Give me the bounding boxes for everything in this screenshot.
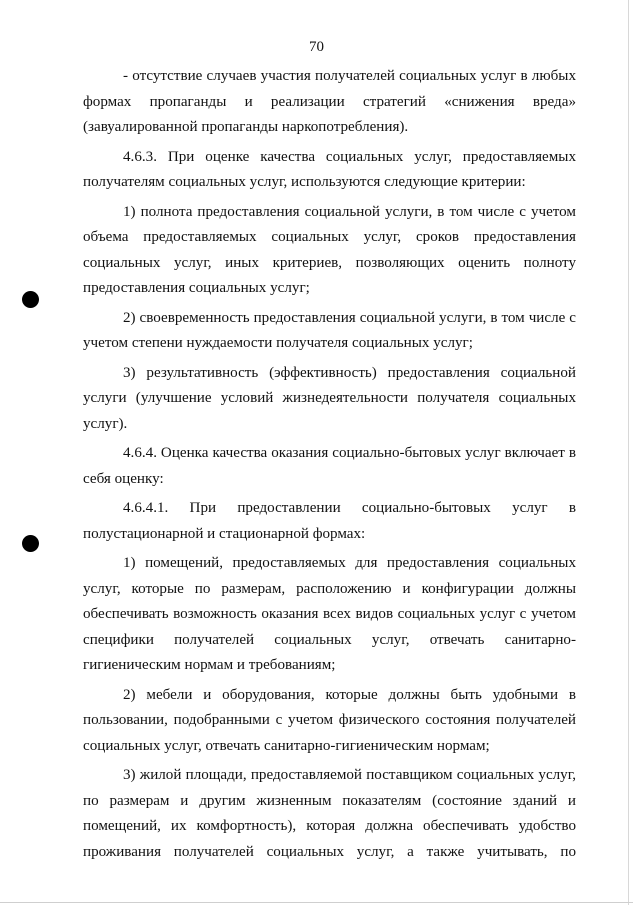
text-line: социальных услуг, отвечать санитарно-гигиеническим нормам; bbox=[83, 737, 490, 754]
paragraph bbox=[83, 306, 576, 357]
paragraph bbox=[83, 145, 576, 196]
text-line: 4.6.4. Оценка качества оказания социально-бытовых услуг включает в bbox=[123, 445, 576, 461]
text-line: 1) полнота предоставления социальной услуги, в том числе с учетом bbox=[123, 203, 576, 220]
punch-hole-bottom bbox=[22, 535, 39, 552]
text-line: себя оценку: bbox=[83, 470, 164, 487]
text-line: услуг, которые по размерам, расположению и конфигурации должны bbox=[83, 580, 576, 597]
text-line: социальных услуг, иных критериев, позволяющих оценить полноту bbox=[83, 254, 576, 271]
text-line: 3) результативность (эффективность) предоставления социальной bbox=[123, 364, 576, 381]
text-line: - отсутствие случаев участия получателей социальных услуг в любых bbox=[123, 68, 576, 84]
document-body bbox=[83, 64, 576, 865]
paragraph bbox=[83, 496, 576, 547]
text-line: формах пропаганды и реализации стратегий «снижения вреда» bbox=[83, 93, 576, 110]
paragraph bbox=[83, 683, 576, 760]
text-line: (завуалированной пропаганды наркопотребления). bbox=[83, 119, 409, 135]
text-line: помещений, их комфортность), которая должна обеспечивать удобство bbox=[83, 818, 576, 834]
punch-hole-top bbox=[22, 291, 39, 308]
paragraph bbox=[83, 64, 576, 141]
paragraph bbox=[83, 200, 576, 302]
text-line: 2) мебели и оборудования, которые должны быть удобными в bbox=[123, 686, 576, 703]
scan-edge-line bbox=[628, 0, 629, 905]
text-line: обеспечивать возможность оказания всех видов социальных услуг с учетом bbox=[83, 606, 576, 622]
text-line: проживания получателей социальных услуг, а также учитывать, по bbox=[83, 843, 576, 860]
text-line: учетом степени нуждаемости получателя социальных услуг; bbox=[83, 335, 473, 351]
text-line: услуг). bbox=[83, 415, 128, 432]
text-line: предоставления социальных услуг; bbox=[83, 280, 310, 296]
paragraph bbox=[83, 361, 576, 438]
paragraph bbox=[83, 763, 576, 865]
scan-bottom-line bbox=[0, 902, 633, 903]
text-line: по размерам и другим жизненным показателям (состояние зданий и bbox=[83, 792, 576, 809]
text-line: услуги (улучшение условий жизнедеятельности получателя социальных bbox=[83, 390, 576, 406]
text-line: 3) жилой площади, предоставляемой поставщиком социальных услуг, bbox=[123, 767, 576, 783]
paragraph bbox=[83, 441, 576, 492]
text-line: 2) своевременность предоставления социальной услуги, в том числе с bbox=[123, 309, 576, 326]
text-line: объема предоставляемых социальных услуг, сроков предоставления bbox=[83, 229, 576, 245]
text-line: 4.6.4.1. При предоставлении социально-бытовых услуг в bbox=[123, 500, 576, 516]
paragraph bbox=[83, 551, 576, 679]
text-line: пользовании, подобранными с учетом физического состояния получателей bbox=[83, 712, 576, 728]
text-line: гигиеническим нормам и требованиям; bbox=[83, 657, 336, 673]
page-number: 70 bbox=[309, 39, 324, 55]
text-line: специфики получателей социальных услуг, отвечать санитарно- bbox=[83, 631, 576, 648]
text-line: 1) помещений, предоставляемых для предоставления социальных bbox=[123, 555, 576, 571]
text-line: получателям социальных услуг, используются следующие критерии: bbox=[83, 174, 526, 190]
text-line: полустационарной и стационарной формах: bbox=[83, 525, 366, 542]
text-line: 4.6.3. При оценке качества социальных услуг, предоставляемых bbox=[123, 148, 576, 165]
